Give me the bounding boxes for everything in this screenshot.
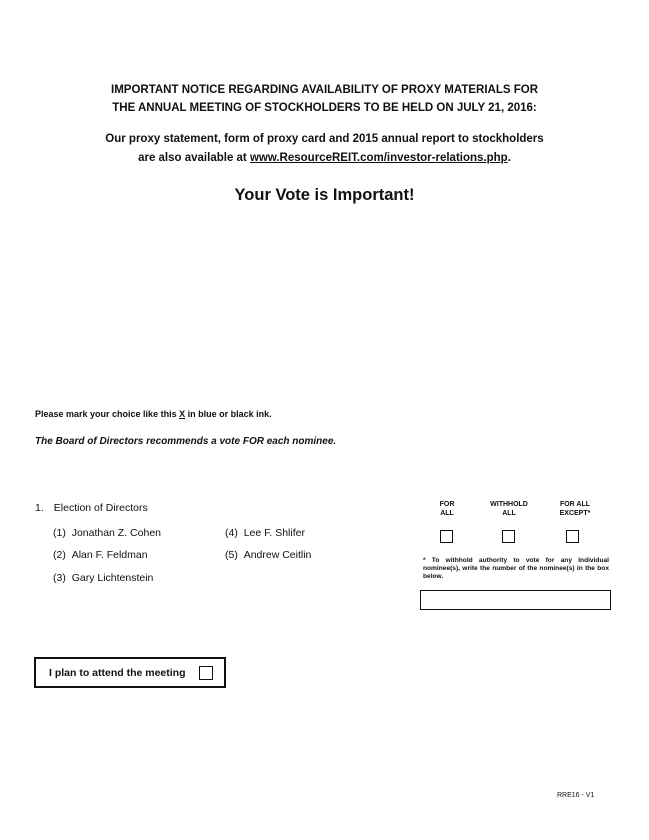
except-nominee-input[interactable] xyxy=(420,590,611,610)
for-all-except-label-line1: FOR ALL xyxy=(559,501,591,508)
for-all-except-checkbox[interactable] xyxy=(566,530,579,543)
nominee-name: Alan F. Feldman xyxy=(71,549,148,561)
notice-heading-line1: IMPORTANT NOTICE REGARDING AVAILABILITY OF PROXY MATERIALS FOR xyxy=(111,84,538,96)
nominee-number: (1) xyxy=(53,527,66,539)
availability-line1: Our proxy statement, form of proxy card and 2015 annual report to stockholders xyxy=(105,133,544,145)
nominee-item xyxy=(53,527,161,540)
mark-instruction xyxy=(35,408,272,420)
withhold-all-label xyxy=(474,501,544,518)
for-all-except-label-line2: EXCEPT* xyxy=(559,509,591,517)
nominee-number: (3) xyxy=(53,572,66,584)
mark-instruction-suffix: in blue or black ink. xyxy=(185,409,272,419)
board-recommendation: The Board of Directors recommends a vote FOR each nominee. xyxy=(35,436,337,447)
notice-heading-line2: THE ANNUAL MEETING OF STOCKHOLDERS TO BE HELD ON JULY 21, 2016: xyxy=(112,102,537,114)
investor-relations-link[interactable]: www.ResourceREIT.com/investor-relations.php xyxy=(249,152,508,164)
availability-suffix: . xyxy=(507,152,511,164)
withhold-all-label-line1: WITHHOLD xyxy=(490,501,528,508)
proposal-title xyxy=(35,502,148,515)
for-all-label xyxy=(412,501,482,518)
nominee-item xyxy=(225,527,305,540)
attend-meeting-box xyxy=(34,657,226,688)
nominee-name: Gary Lichtenstein xyxy=(71,572,154,584)
withhold-all-checkbox[interactable] xyxy=(502,530,515,543)
nominee-item xyxy=(225,549,311,562)
form-code: RRE16 - V1 xyxy=(557,792,595,799)
vote-title: Your Vote is Important! xyxy=(234,186,415,204)
availability-text xyxy=(0,130,649,168)
proposal-number: 1. xyxy=(35,502,44,514)
availability-line2 xyxy=(0,149,649,168)
availability-prefix: are also available at xyxy=(138,152,250,164)
nominee-number: (4) xyxy=(225,527,238,539)
nominee-name: Andrew Ceitlin xyxy=(243,549,312,561)
proposal-title-text: Election of Directors xyxy=(53,502,148,514)
for-all-except-label xyxy=(540,501,610,518)
withhold-instruction: * To withhold authority to vote for any Individual nominee(s), write the number of the nominee(s) in the box below. xyxy=(423,557,609,581)
nominee-number: (5) xyxy=(225,549,238,561)
nominee-name: Jonathan Z. Cohen xyxy=(71,527,161,539)
attend-meeting-checkbox[interactable] xyxy=(199,666,213,680)
for-all-label-line2: ALL xyxy=(440,509,454,517)
notice-heading xyxy=(0,81,649,117)
withhold-all-label-line2: ALL xyxy=(502,509,516,517)
nominee-item xyxy=(53,549,148,562)
for-all-label-line1: FOR xyxy=(439,501,455,508)
nominee-number: (2) xyxy=(53,549,66,561)
nominee-item xyxy=(53,572,153,585)
nominee-name: Lee F. Shlifer xyxy=(243,527,305,539)
mark-instruction-prefix: Please mark your choice like this xyxy=(35,409,180,419)
for-all-checkbox[interactable] xyxy=(440,530,453,543)
attend-meeting-label: I plan to attend the meeting xyxy=(49,667,186,679)
x-mark-example: X xyxy=(179,409,186,419)
